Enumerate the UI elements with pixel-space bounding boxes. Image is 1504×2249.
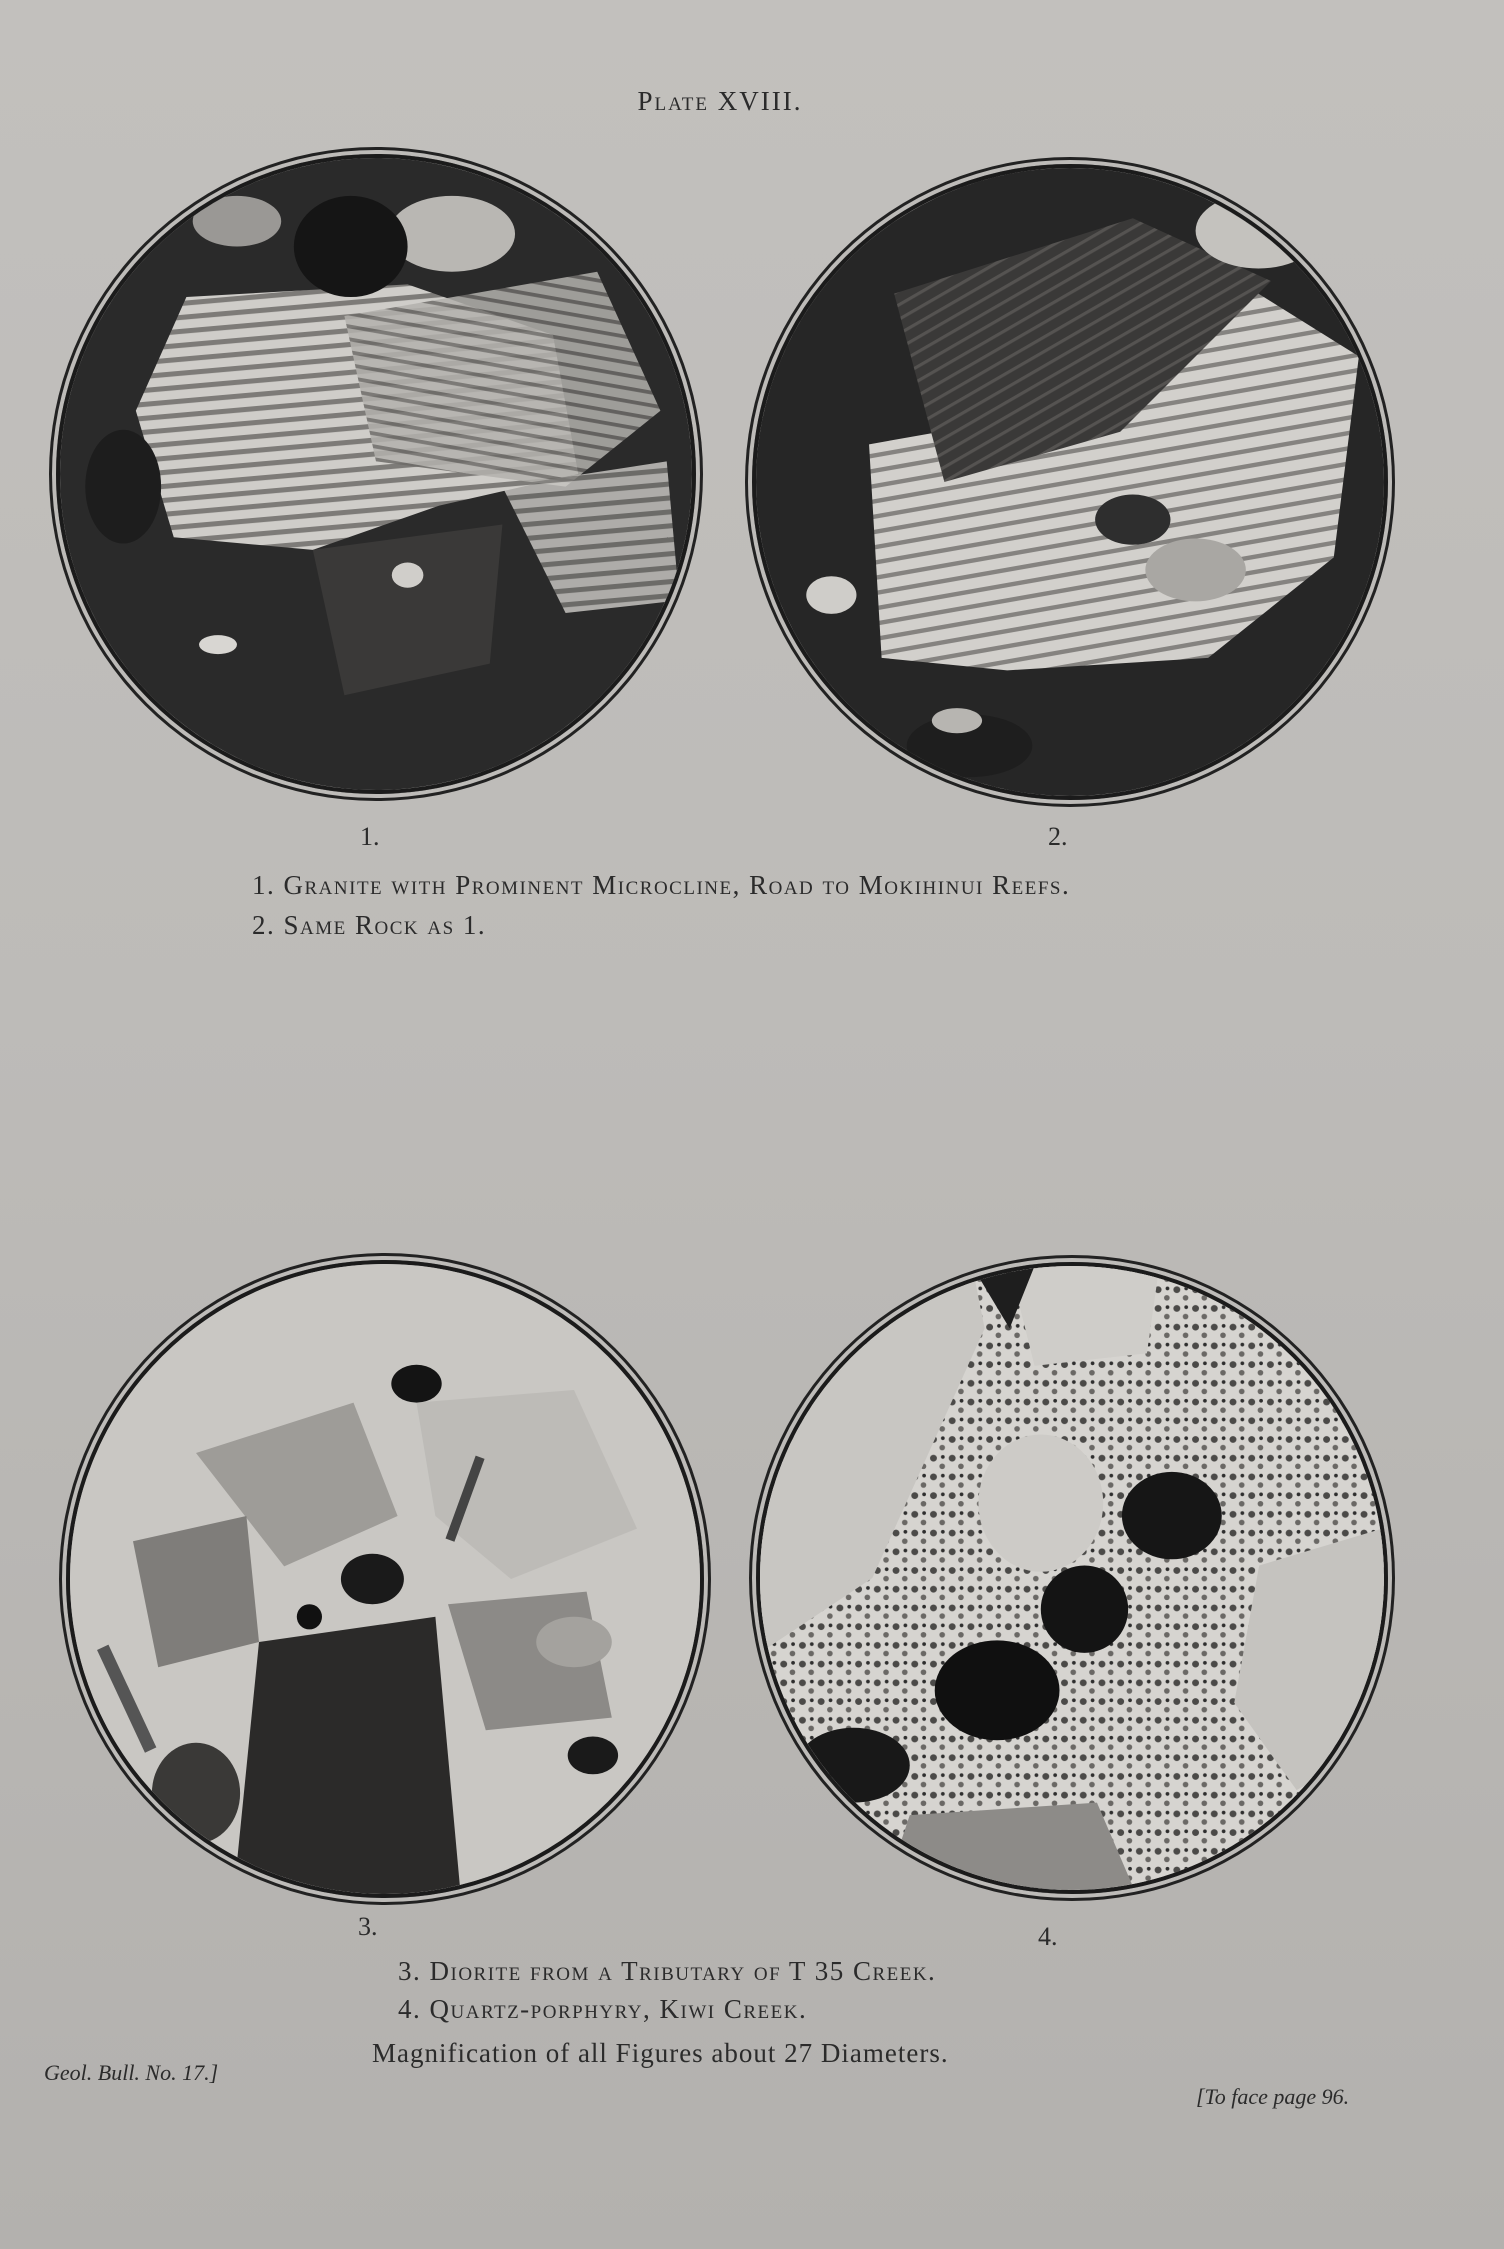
figure-4-number: 4. xyxy=(1038,1922,1058,1951)
figure-1-number: 1. xyxy=(360,822,380,851)
caption-figure-2: 2. Same Rock as 1. xyxy=(252,910,487,940)
micrograph-figure-3 xyxy=(66,1260,704,1898)
caption-figure-1: 1. Granite with Prominent Microcline, Road to Mokihinui Reefs. xyxy=(252,870,1071,900)
micrograph-figure-4 xyxy=(756,1262,1388,1894)
caption-figure-4: 4. Quartz-porphyry, Kiwi Creek. xyxy=(398,1994,808,2024)
bulletin-reference: Geol. Bull. No. 17.] xyxy=(44,2060,219,2085)
plate-title: Plate XVIII. xyxy=(637,86,803,116)
micrograph-figure-1 xyxy=(56,154,696,794)
caption-figure-3: 3. Diorite from a Tributary of T 35 Creek. xyxy=(398,1956,937,1986)
figure-2-number: 2. xyxy=(1048,822,1068,851)
micrograph-figure-2 xyxy=(752,164,1388,800)
magnification-note: Magnification of all Figures about 27 Diameters. xyxy=(372,2038,949,2068)
facing-page-reference: [To face page 96. xyxy=(1196,2084,1350,2109)
figure-3-number: 3. xyxy=(358,1912,378,1941)
